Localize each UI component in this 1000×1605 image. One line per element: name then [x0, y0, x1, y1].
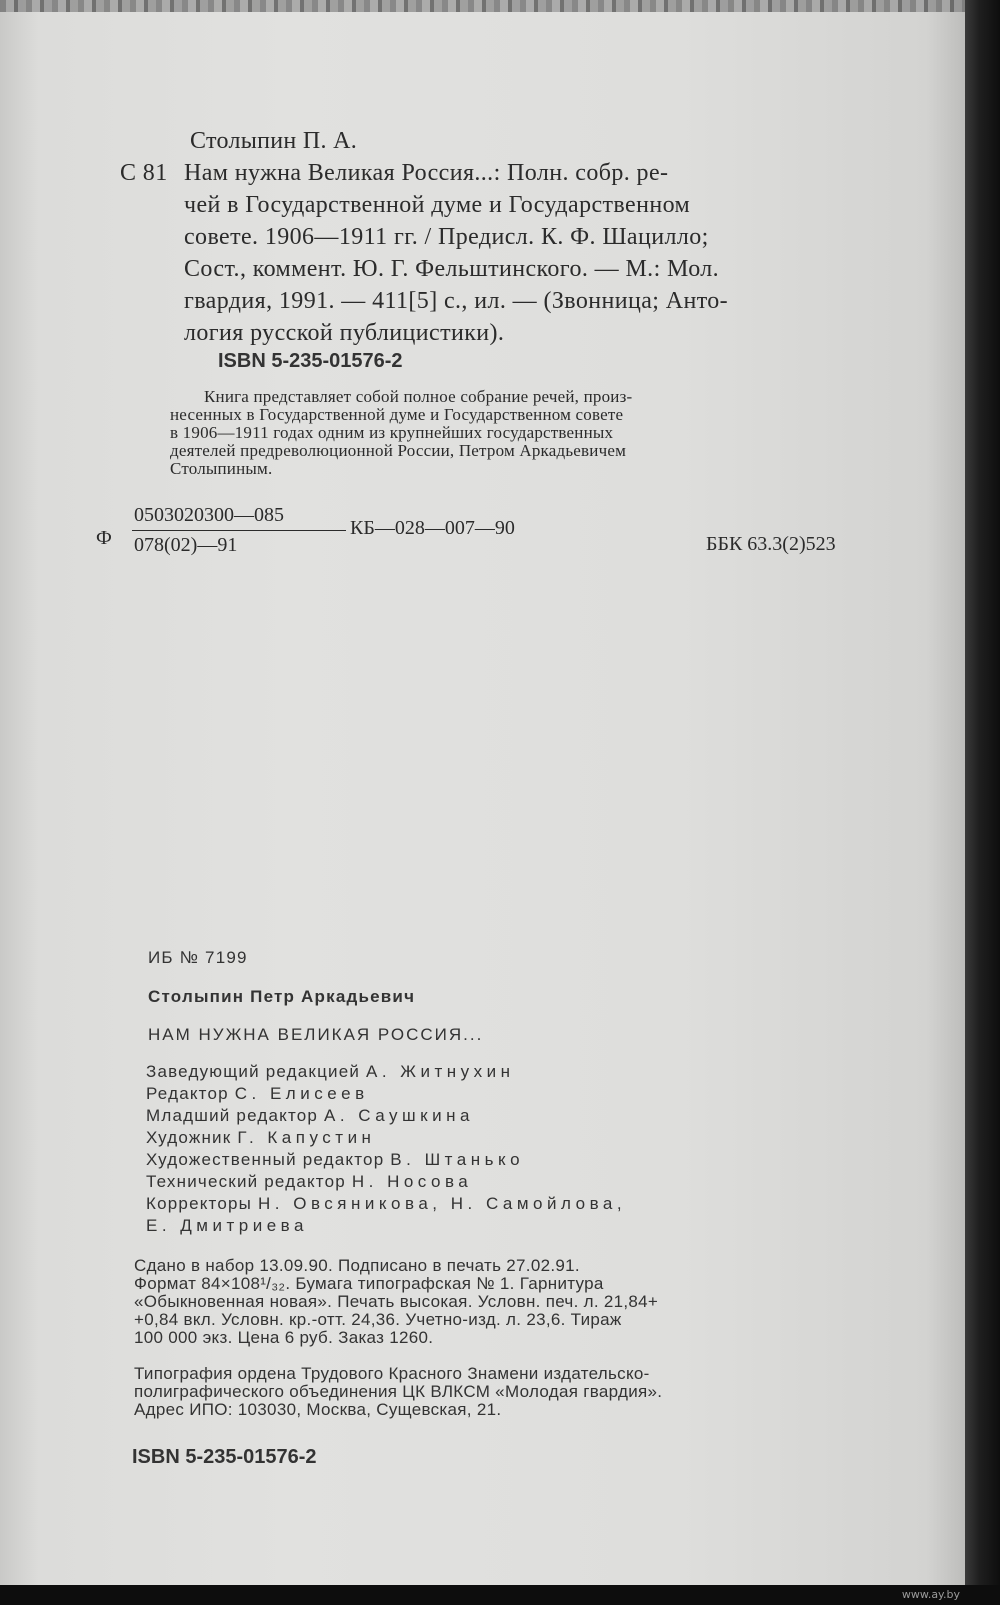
description-line: чей в Государственной думе и Государственном: [184, 192, 691, 218]
annotation-line: несенных в Государственной думе и Государственном совете: [170, 405, 624, 424]
code-denominator: 078(02)—91: [134, 534, 238, 556]
credit-line: Заведующий редакцией А. Житнухин: [146, 1062, 515, 1081]
credits-list: [146, 1062, 626, 1238]
printer-line: Типография ордена Трудового Красного Знамени издательско-: [134, 1364, 650, 1383]
annotation-line: в 1906—1911 годах одним из крупнейших государственных: [170, 423, 614, 442]
title-caps: НАМ НУЖНА ВЕЛИКАЯ РОССИЯ...: [148, 1025, 484, 1044]
print-line: Сдано в набор 13.09.90. Подписано в печать 27.02.91.: [134, 1256, 580, 1275]
credit-line: Редактор С. Елисеев: [146, 1084, 369, 1103]
bottom-edge: [0, 1585, 1000, 1605]
ib-number: ИБ № 7199: [148, 948, 248, 967]
fraction-line: [132, 530, 346, 531]
print-details: [134, 1257, 870, 1347]
annotation-line: Столыпиным.: [170, 459, 273, 478]
credit-line: Художественный редактор В. Штанько: [146, 1150, 525, 1169]
description-line: логия русской публицистики).: [184, 320, 505, 346]
annotation-line: деятелей предреволюционной России, Петром Аркадьевичем: [170, 441, 627, 460]
code-kb: КБ—028—007—90: [350, 517, 515, 539]
printer-details: [134, 1365, 662, 1419]
print-line: Формат 84×108¹/₃₂. Бумага типографская № 1. Гарнитура: [134, 1274, 604, 1293]
credit-line: Е. Дмитриева: [146, 1216, 308, 1235]
print-line: +0,84 вкл. Условн. кр.-отт. 24,36. Учетно-изд. л. 23,6. Тираж: [134, 1310, 622, 1329]
print-line: «Обыкновенная новая». Печать высокая. Условн. печ. л. 21,84+: [134, 1292, 659, 1311]
watermark: www.ay.by: [901, 1588, 960, 1601]
index-letter: Ф: [96, 527, 112, 549]
bbk-code: ББК 63.3(2)523: [706, 533, 836, 555]
colophon-isbn: ISBN 5-235-01576-2: [132, 1446, 317, 1468]
description-line: совете. 1906—1911 гг. / Предисл. К. Ф. Шацилло;: [184, 224, 709, 250]
description-block: [184, 160, 875, 352]
credit-line: Корректоры Н. Овсяникова, Н. Самойлова,: [146, 1194, 627, 1213]
credit-line: Младший редактор А. Саушкина: [146, 1106, 474, 1125]
printer-line: Адрес ИПО: 103030, Москва, Сущевская, 21.: [134, 1400, 502, 1419]
code-numerator: 0503020300—085: [134, 504, 284, 526]
printer-line: полиграфического объединения ЦК ВЛКСМ «Молодая гвардия».: [134, 1382, 663, 1401]
credit-line: Художник Г. Капустин: [146, 1128, 376, 1147]
author-full: Столыпин Петр Аркадьевич: [148, 987, 416, 1006]
author-heading: Столыпин П. А.: [190, 128, 358, 154]
description-line: Сост., коммент. Ю. Г. Фельштинского. — М.: Мол.: [184, 256, 720, 282]
description-line: гвардия, 1991. — 411[5] с., ил. — (Звонница; Анто-: [184, 288, 729, 314]
book-spine-shadow: [965, 0, 1000, 1605]
annotation: [170, 388, 870, 478]
description-line: Нам нужна Великая Россия...: Полн. собр. ре-: [184, 160, 669, 186]
page-top-edge: [0, 0, 965, 12]
annotation-line: Книга представляет собой полное собрание речей, произ-: [204, 387, 633, 406]
print-line: 100 000 экз. Цена 6 руб. Заказ 1260.: [134, 1328, 434, 1347]
catalog-isbn: ISBN 5-235-01576-2: [218, 350, 403, 372]
call-number: С 81: [120, 160, 168, 186]
credit-line: Технический редактор Н. Носова: [146, 1172, 473, 1191]
